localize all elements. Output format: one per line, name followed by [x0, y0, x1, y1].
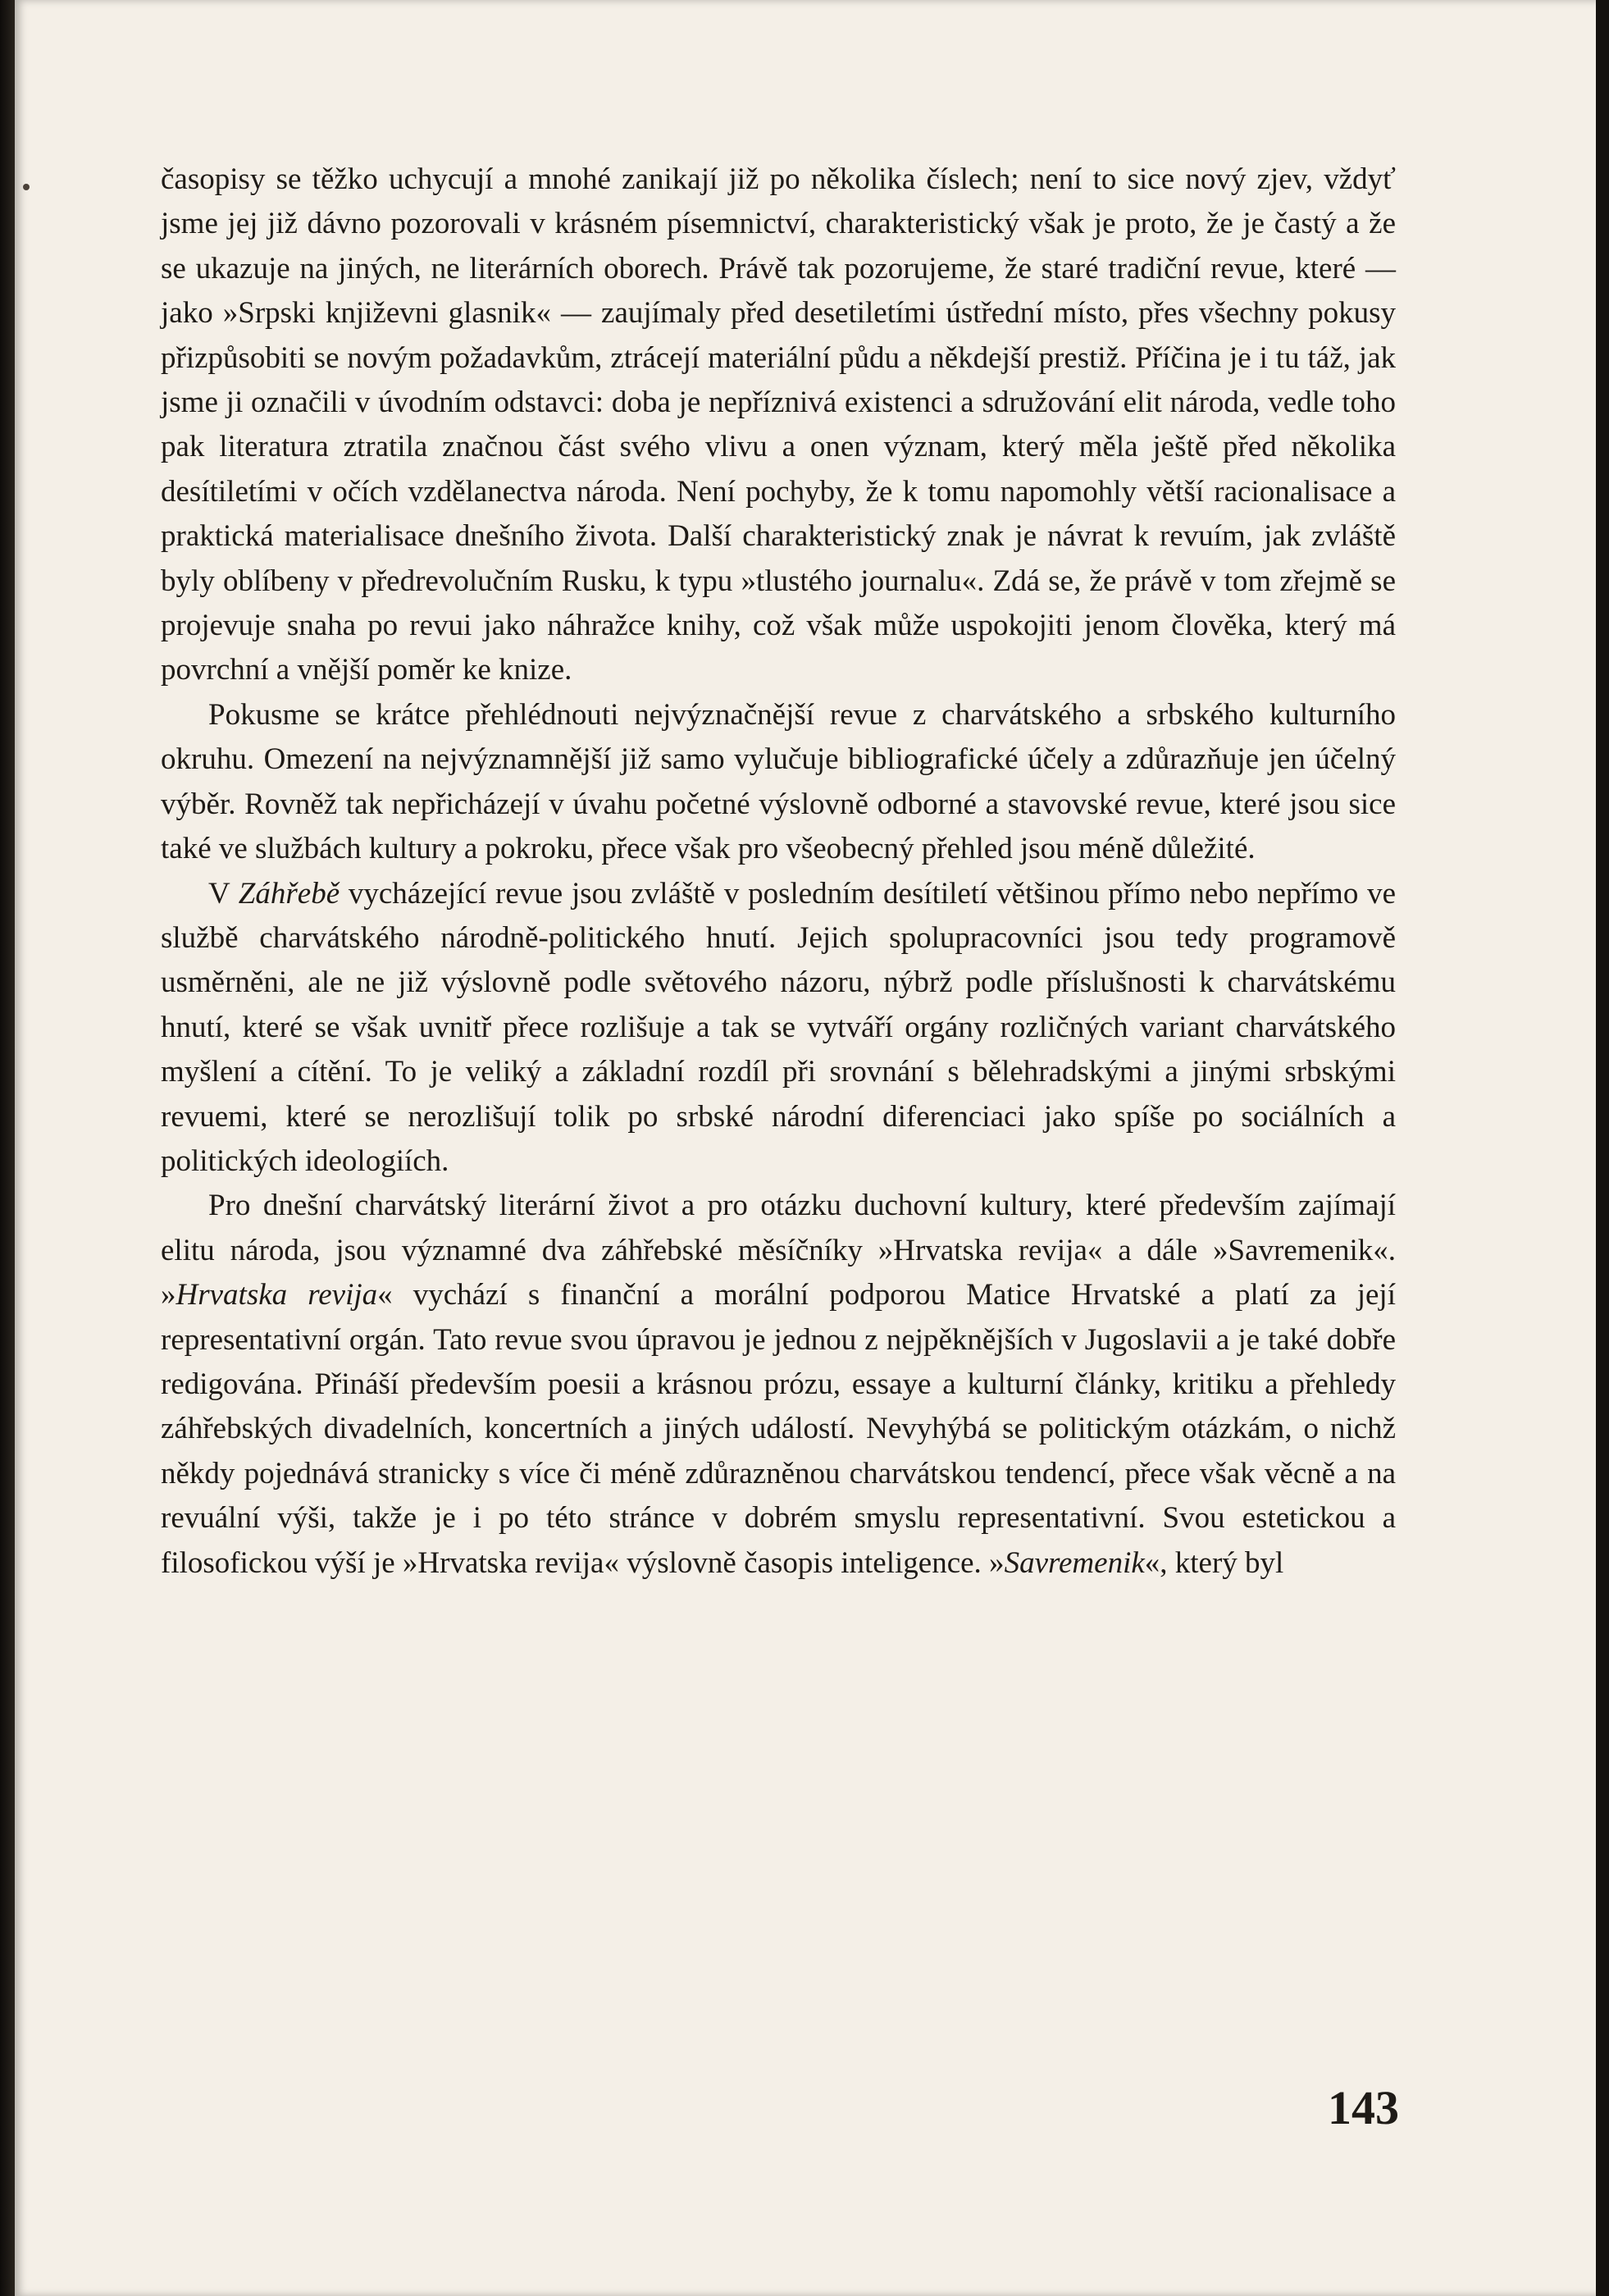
paragraph-2	[161, 693, 1396, 872]
paragraph-3	[161, 872, 1396, 1185]
ink-dot	[23, 184, 30, 190]
italic-journal-title: Savremenik	[1004, 1545, 1145, 1580]
book-spine-shadow	[0, 0, 15, 2296]
page-number: 143	[1328, 2081, 1399, 2134]
paragraph-4	[161, 1184, 1396, 1586]
text-segment: Pokusme se krátce přehlédnouti nejvýznačnější revue z charvátského a srbského kulturního okruhu. Omezení na nejvýznamnější již samo vylučuje bibliografické účely a zdůrazňuje jen účelný výběr. Rovněž tak nepřicházejí v úvahu početné výslovně odborné a stavovské revue, které jsou sice také ve službách kultury a pokroku, přece však pro všeobecný přehled jsou méně důležité.	[161, 697, 1396, 866]
text-segment: vycházející revue jsou zvláště v posledním desítiletí většinou přímo nebo nepřímo ve službě charvátského národně-politického hnutí. Jejich spolupracovníci jsou tedy programově usměrněni, ale ne již výslovně podle světového názoru, nýbrž podle příslušnosti k charvátskému hnutí, které se však uvnitř přece rozlišuje a tak se vytváří orgány rozličných variant charvátského myšlení a cítění. To je veliký a základní rozdíl při srovnání s bělehradskými a jinými srbskými revuemi, které se nerozlišují tolik po srbské národní diferenciaci jako spíše po sociálních a politických ideologiích.	[161, 876, 1396, 1178]
text-segment: časopisy se těžko uchycují a mnohé zanikají již po několika číslech; není to sice nový zjev, vždyť jsme jej již dávno pozorovali v krásném písemnictví, charakteristický však je proto, že je častý a že se ukazuje na jiných, ne literárních oborech. Právě tak pozorujeme, že staré tradiční revue, které — jako »Srpski književni glasnik« — zaujímaly před desetiletími ústřední místo, přes všechny pokusy přizpůsobiti se novým požadavkům, ztrácejí materiální půdu a někdejší prestiž. Příčina je i tu táž, jak jsme ji označili v úvodním odstavci: doba je nepříznivá existenci a sdružování elit národa, vedle toho pak literatura ztratila značnou část svého vlivu a onen význam, který měla ještě před několika desítiletími v očích vzdělanectva národa. Není pochyby, že k tomu napomohly větší racionalisace a praktická materialisace dnešního života. Další charakteristický znak je návrat k revuím, jak zvláště byly oblíbeny v předrevolučním Rusku, k typu »tlustého journalu«. Zdá se, že právě v tom zřejmě se projevuje snaha po revui jako náhražce knihy, což však může uspokojiti jenom člověka, který má povrchní a vnější poměr ke knize.	[161, 162, 1396, 687]
paragraph-1	[161, 157, 1396, 693]
text-segment: Pro dnešní charvátský literární život a pro otázku duchovní kultury, které především zajímají elitu národa, jsou významné dva záhřebské měsíčníky »Hrvatska revija« a dále »Savremenik«. »	[161, 1189, 1396, 1312]
page-edge-shadow	[1596, 0, 1609, 2296]
italic-journal-title: Hrvatska revija	[175, 1278, 378, 1312]
body-text	[161, 157, 1396, 1586]
text-segment: « vychází s finanční a morální podporou Matice Hrvatské a platí za její representativní orgán. Tato revue svou úpravou je jednou z nejpěknějších v Jugoslavii a je také dobře redigována. Přináší především poesii a krásnou prózu, essaye a kulturní články, kritiku a přehledy záhřebských divadelních, koncertních a jiných událostí. Nevyhýbá se politickým otázkám, o nichž někdy pojednává stranicky s více či méně zdůrazněnou charvátskou tendencí, přece však věcně a na revuální výši, takže je i po této stránce v dobrém smyslu representativní. Svou estetickou a filosofickou výší je »Hrvatska revija« výslovně časopis inteligence. »	[161, 1278, 1396, 1580]
italic-place-name: Záhřebě	[238, 876, 340, 911]
book-page	[15, 0, 1609, 2296]
text-segment: V	[208, 876, 239, 911]
text-segment: «, který byl	[1144, 1545, 1284, 1580]
